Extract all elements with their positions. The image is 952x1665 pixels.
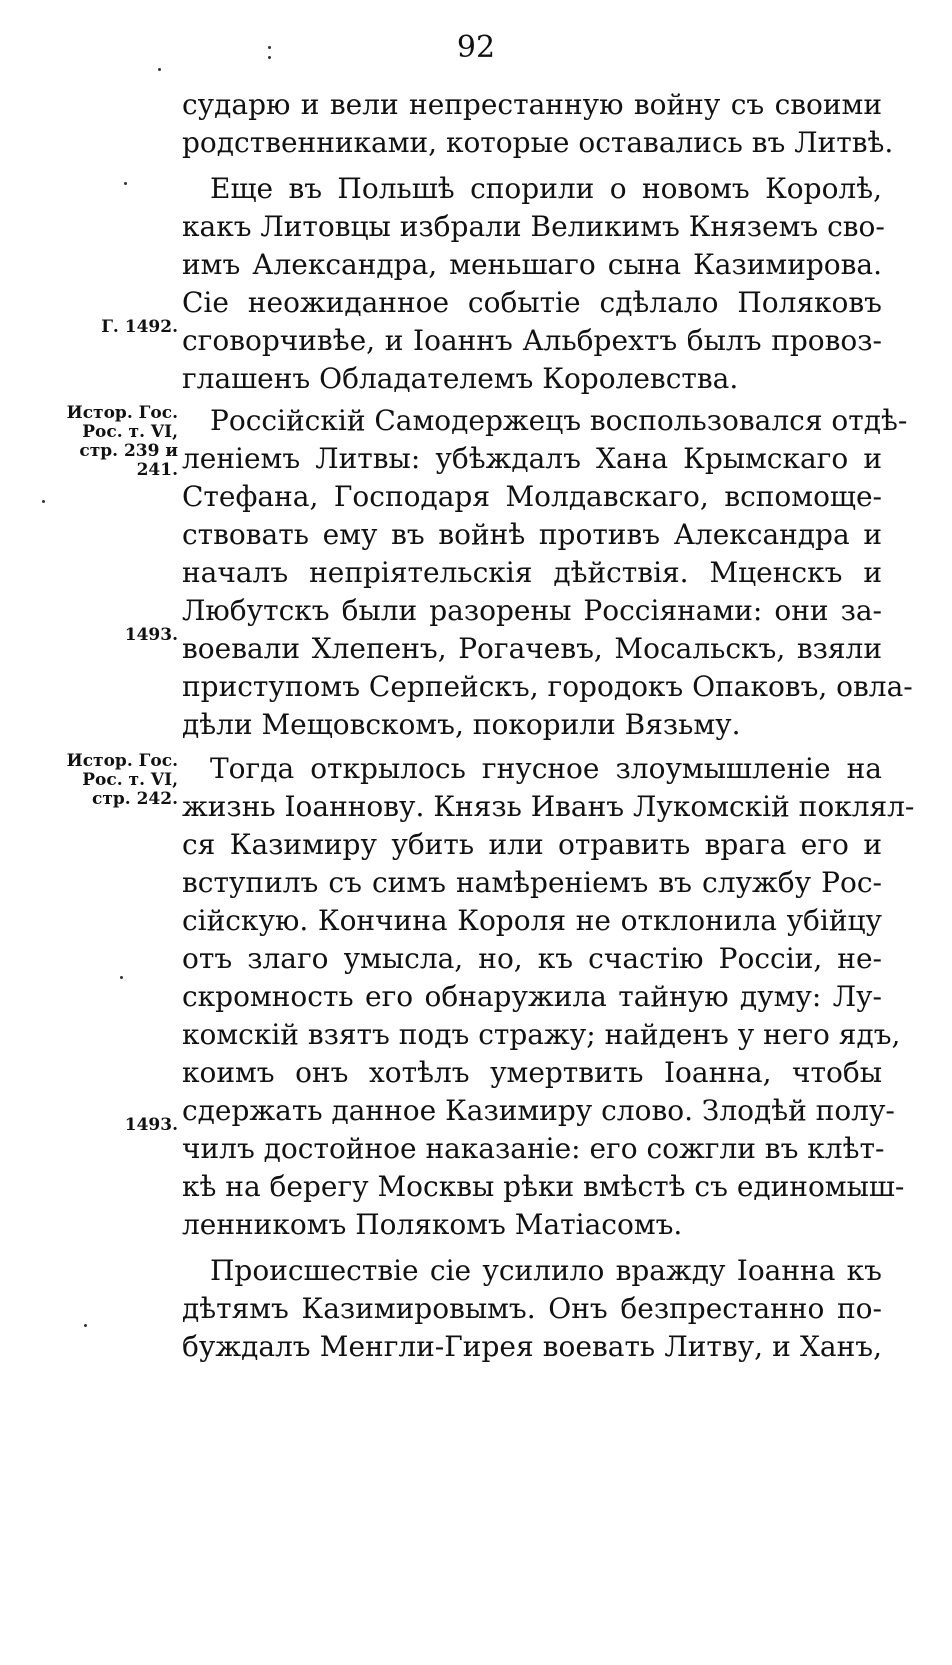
scan-speck bbox=[84, 1324, 87, 1327]
margin-note-history-ref-2: Истор. Гос. Рос. т. VI, стр. 242. bbox=[66, 751, 178, 809]
text-line: Стефана, Господаря Молдавскаго, вспомоще- bbox=[182, 480, 882, 513]
text-line: глашенъ Обладателемъ Королевства. bbox=[182, 362, 739, 395]
text-line: Тогда открылось гнусное злоумышленіе на bbox=[210, 752, 882, 785]
text-line: родственниками, которые оставались въ Литвѣ. bbox=[182, 126, 894, 159]
text-line: комскій взятъ подъ стражу; найденъ у него ядъ, bbox=[182, 1018, 901, 1051]
text-line: сударю и вели непрестанную войну съ своими bbox=[182, 88, 882, 121]
text-line: приступомъ Серпейскъ, городокъ Опаковъ, овла- bbox=[182, 670, 913, 703]
text-line: отъ злаго умысла, но, къ счастію Россіи, не- bbox=[182, 942, 882, 975]
text-line: какъ Литовцы избрали Великимъ Княземъ сво- bbox=[182, 210, 885, 243]
text-line: ся Казимиру убить или отравить врага его и bbox=[182, 828, 882, 861]
text-line: началъ непріятельскія дѣйствія. Мценскъ и bbox=[182, 556, 882, 589]
text-line: кѣ на берегу Москвы рѣки вмѣстѣ съ единомыш- bbox=[182, 1170, 905, 1203]
text-line: ленникомъ Полякомъ Матіасомъ. bbox=[182, 1208, 683, 1241]
text-line: имъ Александра, меньшаго сына Казимирова. bbox=[182, 248, 882, 281]
scan-speck bbox=[120, 976, 123, 979]
text-line: Любутскъ были разорены Россіянами: они за- bbox=[182, 594, 882, 627]
margin-note-year-1493-a: 1493. bbox=[124, 625, 178, 645]
text-line: воевали Хлепенъ, Рогачевъ, Мосальскъ, взяли bbox=[182, 632, 882, 665]
text-line: Происшествіе сіе усилило вражду Іоанна къ bbox=[210, 1254, 882, 1287]
text-line: Еще въ Польшѣ спорили о новомъ Королѣ, bbox=[210, 172, 882, 205]
scan-speck bbox=[124, 182, 127, 185]
text-line: буждалъ Менгли-Гирея воевать Литву, и Ханъ, bbox=[182, 1330, 882, 1363]
scan-speck bbox=[158, 68, 161, 71]
text-line: дѣли Мещовскомъ, покорили Вязьму. bbox=[182, 708, 741, 741]
text-line: Россійскій Самодержецъ воспользовался отдѣ- bbox=[210, 404, 908, 437]
text-line: леніемъ Литвы: убѣждалъ Хана Крымскаго и bbox=[182, 442, 882, 475]
text-line: Сіе неожиданное событіе сдѣлало Поляковъ bbox=[182, 286, 882, 319]
margin-note-history-ref-1: Истор. Гос. Рос. т. VI, стр. 239 и 241. bbox=[66, 403, 178, 480]
text-line: скромность его обнаружила тайную думу: Лу- bbox=[182, 980, 882, 1013]
text-line: ствовать ему въ войнѣ противъ Александра и bbox=[182, 518, 882, 551]
text-line: вступилъ съ симъ намѣреніемъ въ службу Рос- bbox=[182, 866, 882, 899]
margin-note-year-1492: Г. 1492. bbox=[101, 317, 178, 337]
text-line: сійскую. Кончина Короля не отклонила убійцу bbox=[182, 904, 882, 937]
margin-note-year-1493-b: 1493. bbox=[124, 1115, 178, 1135]
text-line: сдержать данное Казимиру слово. Злодѣй полу- bbox=[182, 1094, 895, 1127]
text-line: дѣтямъ Казимировымъ. Онъ безпрестанно по- bbox=[182, 1292, 882, 1325]
scan-speck bbox=[268, 56, 271, 59]
page-number: 92 bbox=[456, 30, 496, 65]
scan-speck bbox=[268, 46, 271, 49]
text-line: чилъ достойное наказаніе: его сожгли въ клѣт- bbox=[182, 1132, 885, 1165]
text-line: коимъ онъ хотѣлъ умертвить Іоанна, чтобы bbox=[182, 1056, 882, 1089]
text-line: сговорчивѣе, и Іоаннъ Альбрехтъ былъ провоз- bbox=[182, 324, 882, 357]
scan-speck bbox=[42, 500, 45, 503]
text-line: жизнь Іоаннову. Князь Иванъ Лукомскій поклял- bbox=[182, 790, 915, 823]
